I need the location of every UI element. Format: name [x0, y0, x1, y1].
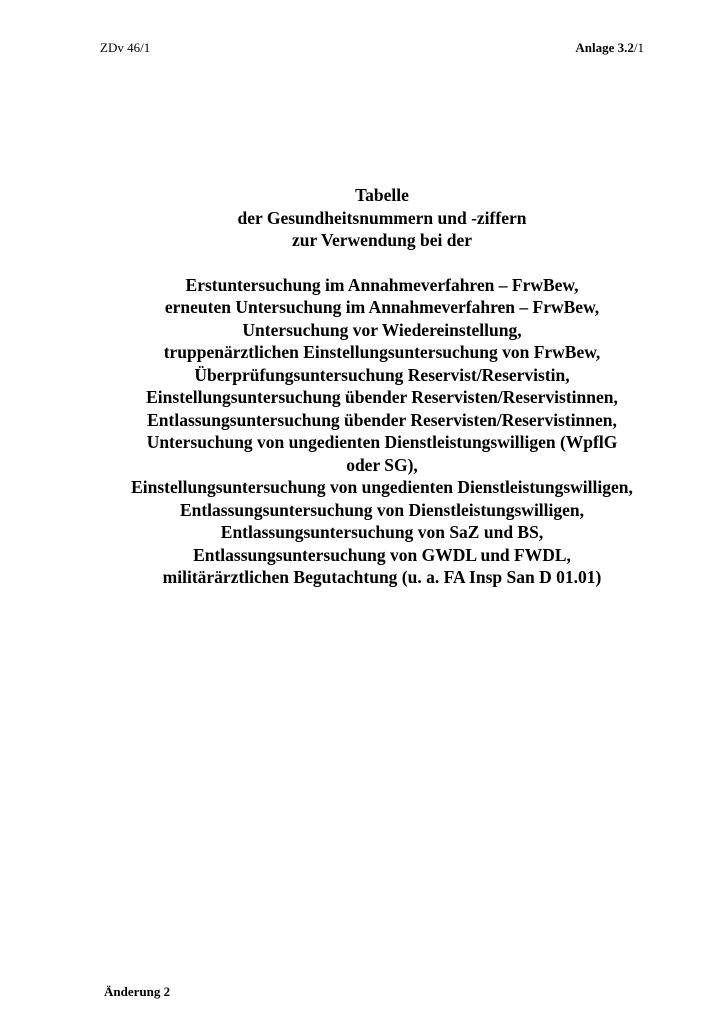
list-item: Entlassungsuntersuchung von Dienstleistungswilligen,: [179, 499, 585, 520]
list-item: Einstellungsuntersuchung übender Reservisten/Reservistinnen,: [146, 387, 618, 407]
list-item: Untersuchung von ungedienten Dienstleistungswilligen (WpflG: [146, 432, 618, 452]
title-subline-2: zur Verwendung bei der: [291, 230, 473, 250]
appendix-page: /1: [633, 40, 644, 55]
spacer: [0, 252, 724, 274]
list-item: militärärztlichen Begutachtung (u. a. FA Insp San D 01.01): [162, 567, 602, 587]
amendment-note: Änderung 2: [104, 984, 171, 999]
list-item: Untersuchung vor Wiedereinstellung,: [242, 319, 522, 340]
list-item: Überprüfungsuntersuchung Reservist/Reservistin,: [194, 364, 570, 385]
page-title: Tabelle: [355, 185, 409, 205]
title-block: [0, 184, 724, 589]
list-item: Entlassungsuntersuchung übender Reservisten/Reservistinnen,: [147, 409, 617, 430]
list-item: Einstellungsuntersuchung von ungedienten Dienstleistungswilligen,: [131, 477, 633, 497]
list-item: Entlassungsuntersuchung von SaZ und BS,: [220, 522, 544, 542]
list-item: truppenärztlichen Einstellungsuntersuchung von FrwBew,: [163, 342, 601, 362]
list-item: erneuten Untersuchung im Annahmeverfahren – FrwBew,: [164, 297, 600, 317]
appendix-label: Anlage 3.2: [575, 40, 634, 55]
title-subline-1: der Gesundheitsnummern und -ziffern: [237, 207, 527, 228]
document-id: ZDv 46/1: [100, 40, 151, 55]
list-item: oder SG),: [346, 454, 418, 475]
list-item: Erstuntersuchung im Annahmeverfahren – FrwBew,: [185, 274, 579, 295]
appendix-number: [575, 40, 644, 56]
list-item: Entlassungsuntersuchung von GWDL und FWDL,: [193, 544, 571, 565]
